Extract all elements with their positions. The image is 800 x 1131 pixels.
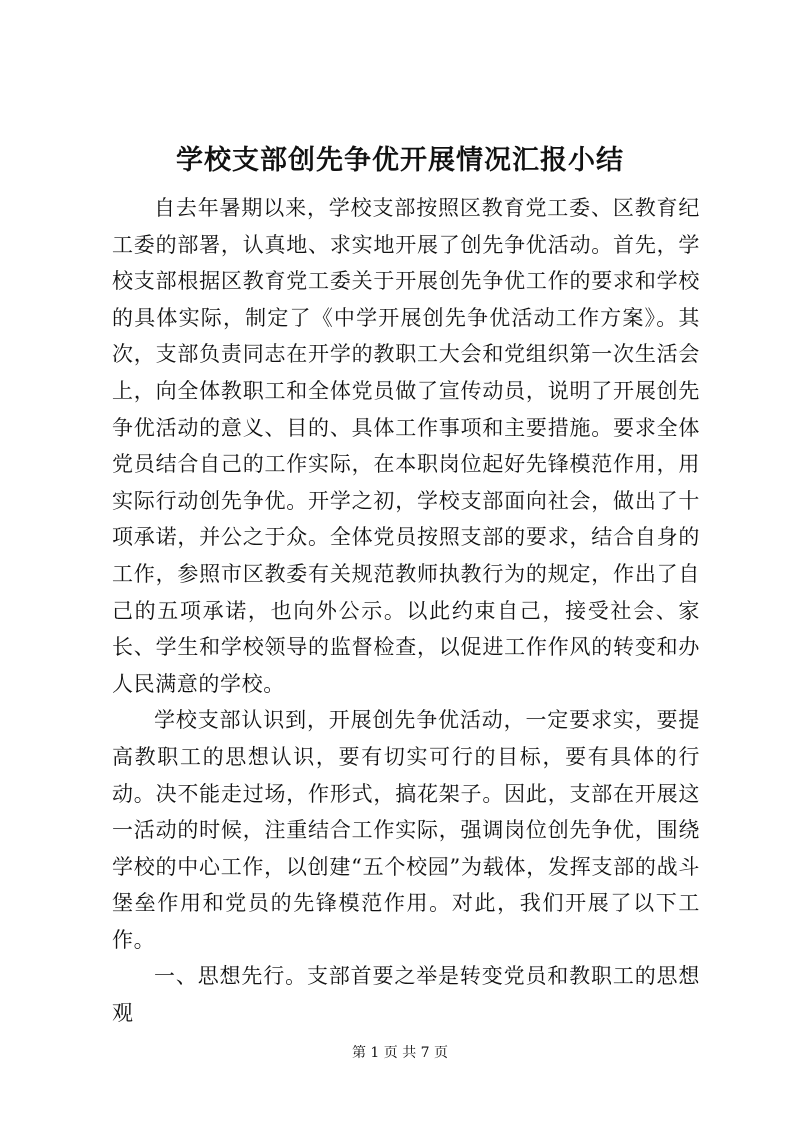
document-title: 学校支部创先争优开展情况汇报小结 [176,145,624,176]
paragraph-3: 一、思想先行。支部首要之举是转变党员和教职工的思想观 [112,964,700,1026]
paragraph-1: 自去年暑期以来，学校支部按照区教育党工委、区教育纪工委的部署，认真地、求实地开展了创先争优活动。首先，学校支部根据区教育党工委关于开展创先争优工作的要求和学校的具体实际，制定了《中学开展创先争优活动工作方案》。其次，支部负责同志在开学的教职工大会和党组织第一次生活会上，向全体教职工和全体党员做了宣传动员，说明了开展创先争优活动的意义、目的、具体工作事项和主要措施。要求全体党员结合自己的工作实际，在本职岗位起好先锋模范作用，用实际行动创先争优。开学之初，学校支部面向社会，做出了十项承诺，并公之于众。全体党员按照支部的要求，结合自身的工作，参照市区教委有关规范教师执教行为的规定，作出了自己的五项承诺，也向外公示。以此约束自己，接受社会、家长、学生和学校领导的监督检查，以促进工作作风的转变和办人民满意的学校。 [112,196,700,696]
page-number-footer: 第 1 页 共 7 页 [351,1045,449,1061]
document-body [112,190,700,1032]
paragraph-2: 学校支部认识到，开展创先争优活动，一定要求实，要提高教职工的思想认识，要有切实可行的目标，要有具体的行动。决不能走过场，作形式，搞花架子。因此，支部在开展这一活动的时候，注重结合工作实际，强调岗位创先争优，围绕学校的中心工作，以创建“五个校园”为载体，发挥支部的战斗堡垒作用和党员的先锋模范作用。对此，我们开展了以下工作。 [112,708,700,952]
